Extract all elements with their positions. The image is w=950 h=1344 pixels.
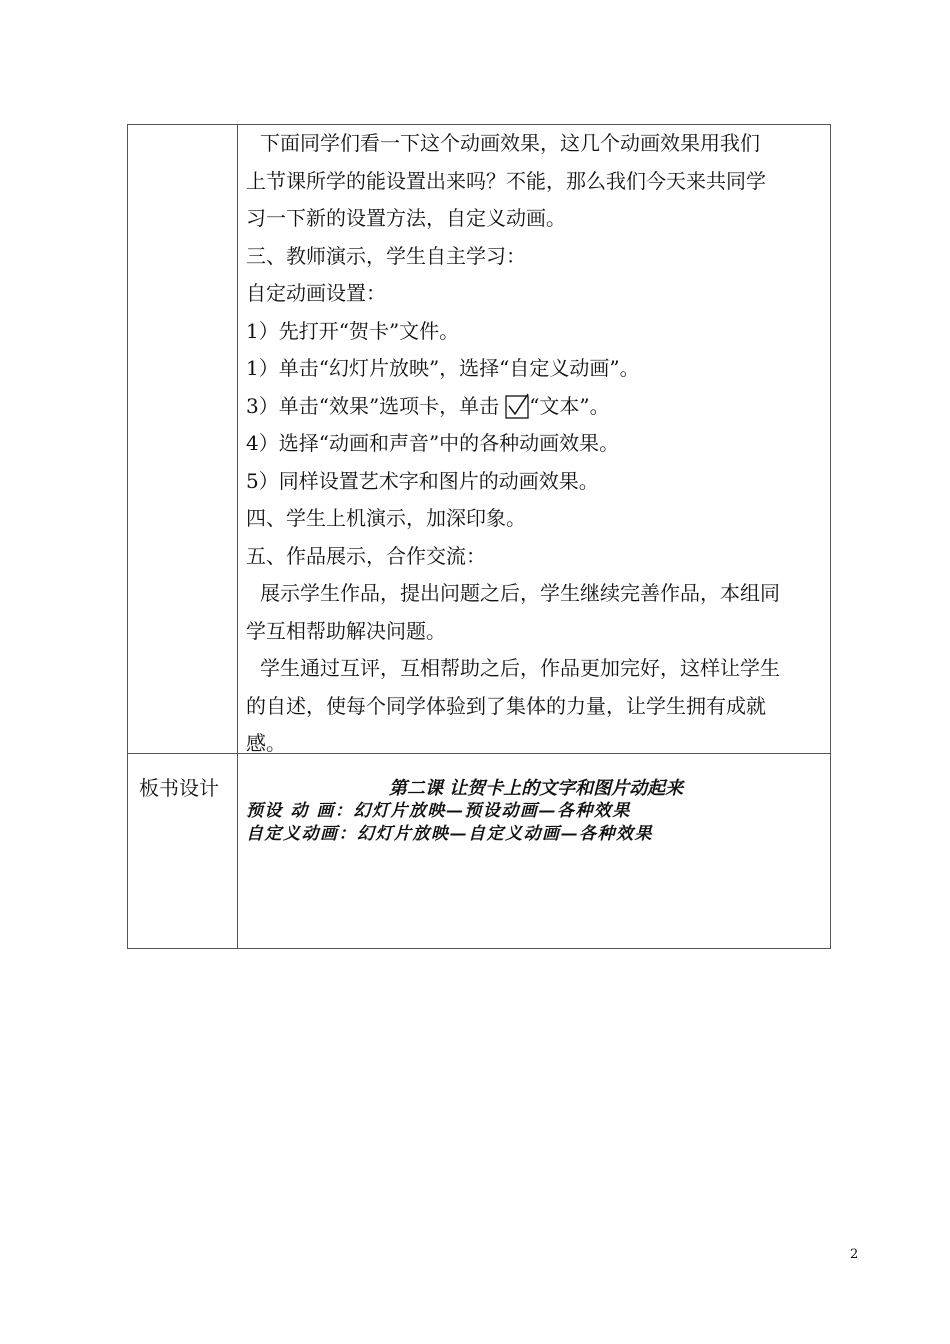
text-line: 习一下新的设置方法，自定义动画。 [246, 206, 566, 230]
text-line: 上节课所学的能设置出来吗？不能，那么我们今天来共同学 [246, 168, 766, 193]
step3-after: “文本”。 [529, 393, 610, 418]
step-item: 4）选择“动画和声音”中的各种动画效果。 [246, 431, 620, 455]
text-line: 感。 [246, 731, 286, 755]
step-item [246, 388, 826, 426]
board-line-preset: 预设 动 画：幻灯片放映—预设动画—各种效果 [246, 801, 631, 821]
text-line: 学生通过互评，互相帮助之后，作品更加完好，这样让学生 [260, 656, 780, 680]
step-item: 1）单击“幻灯片放映”，选择“自定义动画”。 [246, 356, 640, 380]
column-divider [237, 125, 238, 948]
board-line-custom: 自定义动画：幻灯片放映—自定义动画—各种效果 [246, 824, 653, 844]
board-title: 第二课 让贺卡上的文字和图片动起来 [388, 778, 684, 799]
text-line: 学互相帮助解决问题。 [246, 618, 446, 643]
checkbox-icon [505, 393, 529, 419]
section-heading: 五、作品展示，合作交流： [246, 543, 486, 568]
text-line: 展示学生作品，提出问题之后，学生继续完善作品，本组同 [260, 581, 780, 605]
lesson-table [127, 124, 831, 949]
text-line: 的自述，使每个同学体验到了集体的力量，让学生拥有成就 [246, 693, 766, 718]
step3-before: 3）单击“效果”选项卡，单击 [246, 393, 500, 418]
section-heading: 三、教师演示，学生自主学习： [246, 243, 526, 268]
page-number: 2 [850, 1247, 859, 1262]
board-design-label: 板书设计 [139, 776, 219, 800]
text-line: 自定动画设置： [246, 281, 386, 305]
section-heading: 四、学生上机演示，加深印象。 [246, 506, 526, 530]
text-line: 下面同学们看一下这个动画效果，这几个动画效果用我们 [260, 131, 760, 155]
step-item: 5）同样设置艺术字和图片的动画效果。 [246, 468, 599, 493]
step-item: 1）先打开“贺卡”文件。 [246, 318, 460, 343]
board-design-content [246, 777, 826, 846]
lesson-content [246, 125, 826, 763]
